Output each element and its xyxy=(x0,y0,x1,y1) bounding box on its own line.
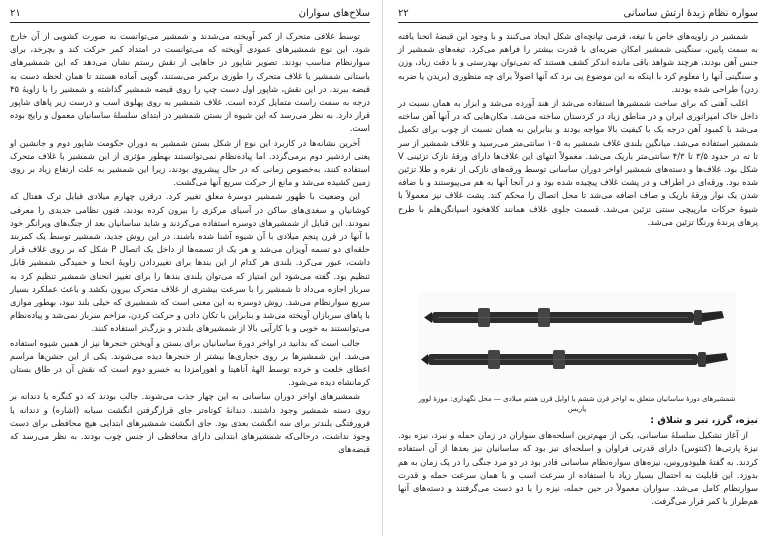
right-page-header xyxy=(398,6,758,23)
paragraph: آخرین نشانه‌ها در کاربرد این نوع از شکل بستن شمشیر به دوران حکومت شاپور دوم و جانشین او یعنی اردشیر دوم برمی‌گردد. اما پیاده‌نظام نمی‌توانستند بهطور مؤثری از این شمشیر با غلاف متحرک استفاده کنند، به‌خصوص زمانی که در حال پیشروی بودند، زیرا این شمشیر به علت ارتفاع زیاد بر روی زمین کشیده می‌شد و مانع از حرکت سریع آنها می‌گشت. xyxy=(10,137,370,188)
left-page-header xyxy=(10,6,370,23)
right-page xyxy=(392,0,764,536)
caption-location: محل نگهداری: موزهٔ لوور پاریس xyxy=(418,395,587,413)
lower-sword xyxy=(421,350,728,369)
paragraph: شمشیرهای اواخر دوران ساسانی به این چهار جذب می‌شوند. جالب بودند که دو کنگره یا دندانه بر روی دسته شمشیر وجود داشتند. دندانهٔ کوتاه‌تر جای قرارگرفتن انگشت سبابه (اشاره) و دندانه یا فرورفتگی بلندتر برای سه انگشت بعدی بود. جای انگشت شمشیرهای ابتدایی هیچ محافظی برای دست وجود نداشت، درحالی‌که شمشیرهای ابتدایی دارای محافظی از جنس چوب بودند. به نظر می‌رسد که قبضه‌های xyxy=(10,391,370,455)
paragraph: از آغاز تشکیل سلسلهٔ ساسانی، یکی از مهم‌ترین اسلحه‌های سواران در زمان حمله و نبرد، نیزه بود. نیزهٔ پارتی‌ها (کنتوس) دارای قدرتی فراوان و اسلحه‌ای نیز بود که ساسانیان نیز بعدها از آن استفاده کردند. به گفتهٔ هلیودوروس، نیزه‌های سواره‌نظام ساسانی قادر بود در دو مرد جنگی را در یک زمان به هم بدوزد. این قابلیت به احتمال بسیار زیاد با استفاده از سرعت اسب و با همان سرعت حمله و قدرت سوارنظام کامل می‌شد. سواران معمولاً در حین حمله، نیزه را با دو دست می‌گرفتند و دسته‌های آنها هم‌طراز با کمر قرار می‌گرفت. xyxy=(398,430,758,507)
caption-description: شمشیرهای دورهٔ ساسانیان متعلق به اواخر قرن ششم یا اوایل قرن هفتم میلادی xyxy=(503,395,736,403)
sword-photo xyxy=(418,292,736,392)
running-title: سلاح‌های سواران xyxy=(298,8,370,19)
page-number: ۲۱ xyxy=(10,8,21,19)
left-page-body xyxy=(10,30,370,458)
book-gutter xyxy=(382,0,383,536)
page-number: ۲۲ xyxy=(398,8,409,19)
upper-sword xyxy=(424,308,724,327)
paragraph: شمشیر در زاویه‌های خاص با تیغه، قرمی تپانچه‌ای شکل ایجاد می‌کنند و با وجود این قبضهٔ انحنا یافته به سمت پایین، سنگینی شمشیر امکان ضربه‌ای با قدرت بیشتر را فراهم می‌کرد. تیغه‌های شمشیر از جنس آهن بودند، هرچند شواهد باقی مانده اندکر کشف هستند که نمی‌توان بهدرستی و با دقت زیاد، وزن و سنگینی آنها را معلوم کرد با اینکه به این موضوع پی برد که آنها اصولاً برای چه منظوری (بریدن یا ضربه زدن) طراحی شده بودند. xyxy=(398,31,758,94)
section-body xyxy=(398,414,758,508)
left-page xyxy=(4,0,376,536)
section-heading: نیزه، گرز، تبر و شلاق : xyxy=(650,415,758,426)
running-title: سواره نظام زبدهٔ ارتش ساسانی xyxy=(623,8,758,19)
paragraph: اغلب آهنی که برای ساخت شمشیرها استفاده می‌شد از هند آورده می‌شد و ابزار به همان نسبت در داخل خاک امپراتوری ایران و در مناطق زیاد در کردستان ساخته می‌شد. مکان‌هایی که در آنها آهن ساخته می‌شد با کمبود آهن درجه یک با کیفیت بالا مواجه بودند و بنابراین به همان نسبت از چوب برای تکمیل شمشیر استفاده می‌شد. میانگین بلندی غلاف شمشیر به ۱۰۵ سانتی‌متر می‌رسید و غلاف شمشیر از سر تا ته در حدود ۳/۵ تا ۴/۳ سانتی‌متر باریک می‌شد. معمولاً انتهای این غلاف‌ها دارای ورقهٔ نازک تزئینی V شکل بود. غلاف‌ها و دسته‌های شمشیر اواخر دوران ساسانی توسط ورقه‌های نازکی از نقره و طلا تزئین شده بود. ورقه‌ای در اطراف و در پشت غلاف پیچیده شده بود و در آنجا آنها به هم می‌پیوستند و با ضافه شدن یک نوار ورقهٔ باریک و صاف اضافه می‌شد تا محل اتصال را محکم کند. پشت غلاف نیز معمولاً با شیوهٔ حرکات مارپیچی سنتی تزئین می‌شد. قسمت جلوی غلاف همانند کلاهخود اسپانگن‌هلم با طرح پرهای پرندهٔ ورنگا تزئین می‌شد. xyxy=(398,98,758,227)
swords-illustration xyxy=(418,292,736,392)
figure-caption: شمشیرهای دورهٔ ساسانیان متعلق به اواخر قرن ششم یا اوایل قرن هفتم میلادی — محل نگهداری: موزهٔ لوور پاریس xyxy=(418,395,736,413)
paragraph: این وضعیت با ظهور شمشیر دوسرهٔ معلق تغییر کرد. درقرن چهارم میلادی قبایل ترک هفتال که کوشانیان و سغدی‌های ساکن در آسیای مرکزی را بیرون کرده بودند، فنون نظامی جدیدی را معرفی نمودند. این قبایل از شمشیرهای دوسره استفاده می‌کردند و شاید ساسانیان بعد از جنگ‌های ویرانگر خود با آنها در قرن پنجم میلادی با آن شیوه آشنا شده باشند. در این روش جدید، شمشیر توسط یک کمربند حلقه‌ای دو تسمه آویزان می‌شد و هر یک از تسمه‌ها از داخل یک اتصال P شکل که بر روی غلاف قرار داشت، عبور می‌کرد. بلندی هر کدام از این بندها برای تغییردادن زاویهٔ انحنا و خمیدگی شمشیر قابل تنظیم بود. گفته می‌شود این امتیاز که می‌توان بلندی بندها را برای تغییر انحنای شمشیر تنظیم کرد به سرباز اجازه می‌داد تا شمشیر را با سرعت بیشتری از غلاف متحرک بیرون بکشد و باعث عملکرد بسیار سریع سوارنظام می‌شد. روش دوسره به این معنی است که شمشیری که خیلی بلند نبود، بهطور موازی با پاهای سربازان آویخته می‌شد و بنابراین با تکان دادن و حرکت کردن، مزاحم سرباز نمی‌شد و پیاده‌نظام می‌توانستند به خوبی و با کارآیی بالا از شمشیرهای بلندتر و بزرگ‌تر استفاده کنند. xyxy=(10,191,370,334)
paragraph: جالب است که بدانید در اواخر دورهٔ ساسانیان برای بستن و آویختن خنجرها نیز از همین شیوه استفاده می‌شد. این شمشیرها بر روی حجاری‌ها بیشتر از خنجرها دیده می‌شوند. یکی از این جشن‌ها مراسم اعطای خلعت و خرده توسط الههٔ آناهیتا و اهورامزدا به خسرو دوم است که نقش آن در طاق بستان کرمانشاه دیده می‌شود. xyxy=(10,337,370,388)
right-page-body xyxy=(398,30,758,230)
paragraph: توسط غلافی متحرک از کمر آویخته می‌شدند و شمشیر می‌توانست به صورت کشویی از آن خارج شود. این نوع شمشیرهای عمودی آویخته که می‌توانست در امتداد کمر حرکت کند و بچرخد، برای سوارنظام مناسب بودند. تصویر شاپور در جاهایی از نقش رستم نشان می‌دهد که این شمشیرهای باستانی شمشیر یا غلاف متحرک را طوری برکمر می‌بستند، گویی آماده هستند تا همان لحظه دست به قبضه ببرند. در این نقش، شاپور اول دست چپ را روی قبضه شمشیر گذاشته و شمشیر را با زاویهٔ ۴۵ درجه به سمت راست متمایل کرده است. غلاف شمشیر به روی پهلوی اسب و درست زیر پاهای شاپور قرار دارد. به نظر می‌رسد که این شیوه از بستن شمشیر در ابتدای سلسلهٔ ساسانیان معمول و رایج بوده است. xyxy=(10,31,370,134)
